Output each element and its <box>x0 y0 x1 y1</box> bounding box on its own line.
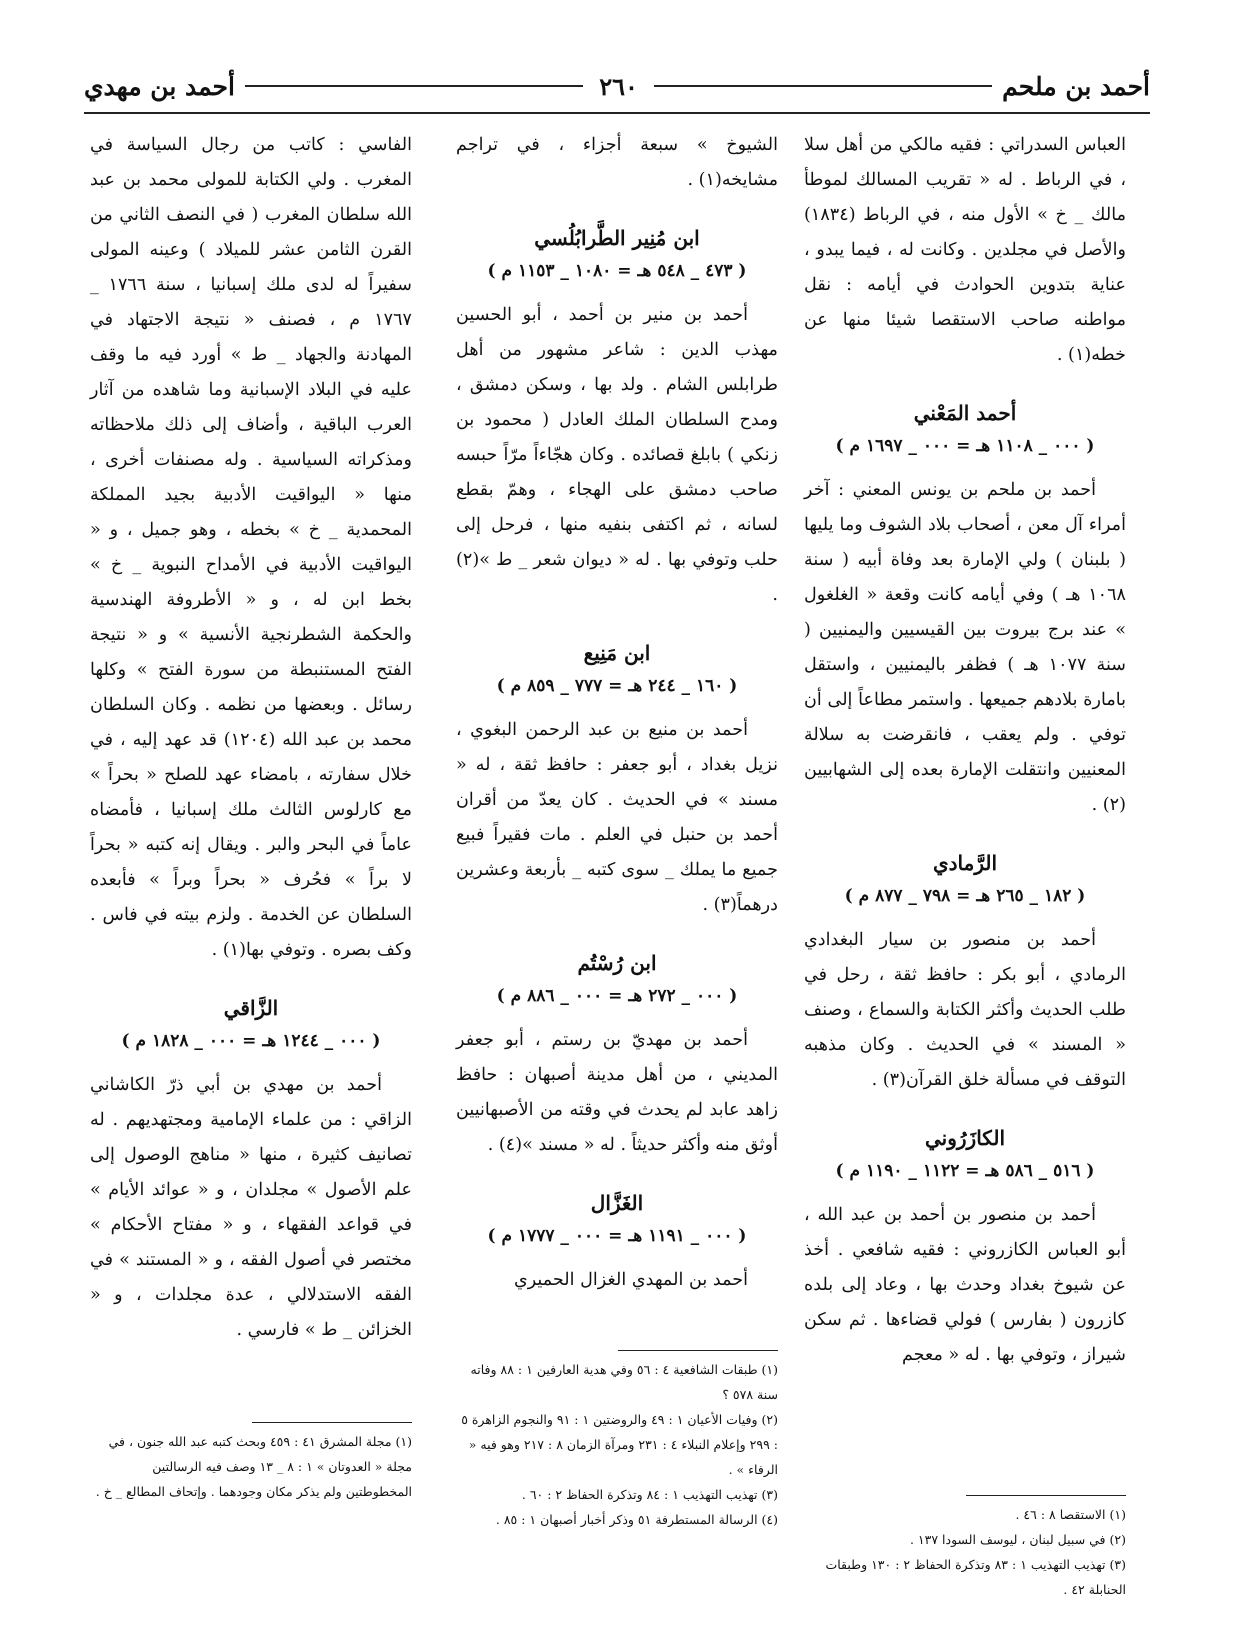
entry-title: ابن رُسْتُم <box>577 951 657 975</box>
header-left-title: أحمد بن مهدي <box>83 71 235 101</box>
entry-dates: ( ٥١٦ _ ٥٨٦ هـ = ١١٢٢ _ ١١٩٠ م ) <box>835 1161 1095 1181</box>
footnote-separator <box>252 1422 412 1423</box>
entry-dates: ( ٠٠٠ _ ١٢٤٤ هـ = ٠٠٠ _ ١٨٢٨ م ) <box>121 1031 381 1051</box>
footnote-separator <box>618 1350 778 1351</box>
entry-text: أحمد بن ملحم بن يونس المعني : آخر أمراء آل معن ، أصحاب بلاد الشوف وما يليها ( بلبنان ) ولي الإمارة بعد وفاة أبيه ( سنة ١٠٦٨ هـ ) وفي أيامه كانت وقعة « الغلغول » عند برج بيروت بين القيسيين واليمنيين ( سنة ١٠٧٧ هـ ) فظفر باليمنيين ، واستقل بامارة بلادهم جميعها . واستمر مطاعاً إلى أن توفي . ولم يعقب ، فانقرضت به سلالة المعنيين وانتقلت الإمارة بعده إلى الشهابيين (٢) . <box>804 480 1126 815</box>
footnotes-left <box>90 1422 412 1504</box>
footnote: (٣) تهذيب التهذيب ١ : ٨٣ وتذكرة الحفاظ ٢ : ١٣٠ وطبقات الحنابلة ٤٢ . <box>825 1557 1126 1597</box>
entry-dates: ( ١٨٢ _ ٢٦٥ هـ = ٧٩٨ _ ٨٧٧ م ) <box>844 886 1086 906</box>
entry-title: ابن مَنِيع <box>583 641 651 665</box>
entry-dates: ( ٠٠٠ _ ١١٩١ هـ = ٠٠٠ _ ١٧٧٧ م ) <box>487 1226 747 1246</box>
entry-text: أحمد بن منيع بن عبد الرحمن البغوي ، نزيل بغداد ، أبو جعفر : حافظ ثقة ، له « مسند » في الحديث . كان يعدّ من أقران أحمد بن حنبل في العلم . مات فقيراً فبيع جميع ما يملك _ سوى كتبه _ بأربعة وعشرين درهماً(٣) . <box>456 720 778 915</box>
entry-text: أحمد بن منصور بن سيار البغدادي الرمادي ، أبو بكر : حافظ ثقة ، رحل في طلب الحديث وأكثر الكتابة والسماع ، وصنف « المسند » في الحديث . وكان مذهبه التوقف في مسألة خلق القرآن(٣) . <box>804 930 1126 1090</box>
footnote: (٢) في سبيل لبنان ، ليوسف السودا ١٣٧ . <box>909 1532 1126 1547</box>
footnote: (١) مجلة المشرق ٤١ : ٤٥٩ وبحث كتبه عبد الله جنون ، في مجلة « العدوتان » ١ : ٨ _ ١٣ وصف فيه الرسالتين المخطوطتين ولم يذكر مكان وجودهما . وإتحاف المطالع _ خ . <box>95 1434 412 1499</box>
entry-text: أحمد بن مهديّ بن رستم ، أبو جعفر المديني ، من أهل مدينة أصبهان : حافظ زاهد عابد لم يحدث في وقته من الأصبهانيين أوثق منه وأكثر حديثاً . له « مسند »(٤) . <box>456 1030 778 1155</box>
entry-dates: ( ١٦٠ _ ٢٤٤ هـ = ٧٧٧ _ ٨٥٩ م ) <box>496 676 738 696</box>
entry-text: أحمد بن منير بن أحمد ، أبو الحسين مهذب الدين : شاعر مشهور من أهل طرابلس الشام . ولد بها ، وسكن دمشق ، ومدح السلطان الملك العادل ( محمود بن زنكي ) بابلغ قصائده . وكان هجّاءاً مرّاً حبسه صاحب دمشق على الهجاء ، وهمّ بقطع لسانه ، ثم اكتفى بنفيه منها ، فرحل إلى حلب وتوفي بها . له « ديوان شعر _ ط »(٢) . <box>456 305 778 605</box>
entry-dates: ( ٠٠٠ _ ١١٠٨ هـ = ٠٠٠ _ ١٦٩٧ م ) <box>835 436 1095 456</box>
entry-title: أحمد المَعْني <box>913 401 1017 425</box>
entry-title: ابن مُنِير الطَّرابُلُسي <box>534 226 700 250</box>
page-number: ٢٦٠ <box>599 71 638 101</box>
header-right-title: أحمد بن ملحم <box>1002 71 1150 101</box>
footnote: (٤) الرسالة المستطرفة ٥١ وذكر أخبار أصبهان ١ : ٨٥ . <box>495 1512 778 1527</box>
footnote: (٣) تهذيب التهذيب ١ : ٨٤ وتذكرة الحفاظ ٢ : ٦٠ . <box>521 1487 778 1502</box>
column-middle <box>456 128 778 1298</box>
footnote: (١) طبقات الشافعية ٤ : ٥٦ وفي هدية العارفين ١ : ٨٨ وفاته سنة ٥٧٨ ؟ <box>470 1362 778 1402</box>
footnote-separator <box>966 1495 1126 1496</box>
footnotes-right <box>804 1495 1126 1602</box>
entry-dates: ( ٠٠٠ _ ٢٧٢ هـ = ٠٠٠ _ ٨٨٦ م ) <box>496 986 738 1006</box>
entry-continuation: العباس السدراتي : فقيه مالكي من أهل سلا ، في الرباط . له « تقريب المسالك لموطأ مالك _ خ » الأول منه ، في الرباط (١٨٣٤) والأصل في مجلدين . وكانت له ، فيما يبدو ، عناية بتدوين الحوادث في أيامه : نقل مواطنه صاحب الاستقصا شيئا منها عن خطه(١) . <box>804 135 1126 365</box>
entry-title: الزَّاقي <box>223 996 279 1020</box>
column-left <box>90 128 412 1348</box>
header-divider <box>84 112 1150 114</box>
running-header <box>84 66 1150 106</box>
entry-title: الكازَرُوني <box>925 1126 1005 1150</box>
entry-dates: ( ٤٧٣ _ ٥٤٨ هـ = ١٠٨٠ _ ١١٥٣ م ) <box>487 261 747 281</box>
entry-title: الرَّمادي <box>932 851 998 875</box>
footnote: (١) الاستقصا ٨ : ٤٦ . <box>1015 1507 1126 1522</box>
footnote: (٢) وفيات الأعيان ١ : ٤٩ والروضتين ١ : ٩١ والنجوم الزاهرة ٥ : ٢٩٩ وإعلام النبلاء ٤ : ٢٣١ ومرآة الزمان ٨ : ٢١٧ وهو فيه « الرفاء » . <box>461 1412 778 1477</box>
header-dash-rule <box>654 85 992 87</box>
entry-continuation: الفاسي : كاتب من رجال السياسة في المغرب . ولي الكتابة للمولى محمد بن عبد الله سلطان المغرب ( في النصف الثاني من القرن الثامن عشر للميلاد ) وعينه المولى سفيراً له لدى ملك إسبانيا ، سنة ١٧٦٦ _ ١٧٦٧ م ، فصنف « نتيجة الاجتهاد في المهادنة والجهاد _ ط » أورد فيه ما وقف عليه في البلاد الإسبانية وما شاهده من آثار العرب الباقية ، وأضاف إلى ذلك ملاحظاته ومذكراته السياسية . وله مصنفات أخرى ، منها « اليواقيت الأدبية بجيد المملكة المحمدية _ خ » بخطه ، وهو جميل ، و « اليواقيت الأدبية في الأمداح النبوية _ خ » بخط ابن له ، و « الأطروفة الهندسية والحكمة الشطرنجية الأنسية » و « نتيجة الفتح المستنبطة من سورة الفتح » وكلها رسائل . وبعضها من نظمه . وكان السلطان محمد بن عبد الله (١٢٠٤) قد عهد إليه ، في خلال سفارته ، بامضاء عهد للصلح « بحراً » مع كارلوس الثالث ملك إسبانيا ، فأمضاه عاماً في البحر والبر . ويقال إنه كتبه « بحراً لا براً » فحُرف « بحراً وبراً » فأبعده السلطان عن الخدمة . ولزم بيته في فاس . وكف بصره . وتوفي بها(١) . <box>90 135 412 960</box>
footnotes-middle <box>456 1350 778 1532</box>
header-dash-rule <box>245 85 583 87</box>
entry-text: أحمد بن منصور بن أحمد بن عبد الله ، أبو العباس الكازروني : فقيه شافعي . أخذ عن شيوخ بغداد وحدث بها ، وعاد إلى بلده كازرون ( بفارس ) فولي قضاءها . ثم سكن شيراز ، وتوفي بها . له « معجم <box>804 1205 1126 1365</box>
entry-continuation: الشيوخ » سبعة أجزاء ، في تراجم مشايخه(١) . <box>456 135 778 190</box>
entry-title: الغَزَّال <box>590 1191 644 1215</box>
column-right <box>804 128 1126 1373</box>
entry-text: أحمد بن المهدي الغزال الحميري <box>513 1270 748 1290</box>
entry-text: أحمد بن مهدي بن أبي ذرّ الكاشاني الزاقي : من علماء الإمامية ومجتهديهم . له تصانيف كثيرة ، منها « مناهج الوصول إلى علم الأصول » مجلدان ، و « عوائد الأيام » في قواعد الفقهاء ، و « مفتاح الأحكام » مختصر في أصول الفقه ، و « المستند » في الفقه الاستدلالي ، عدة مجلدات ، و « الخزائن _ ط » فارسي . <box>90 1075 412 1340</box>
